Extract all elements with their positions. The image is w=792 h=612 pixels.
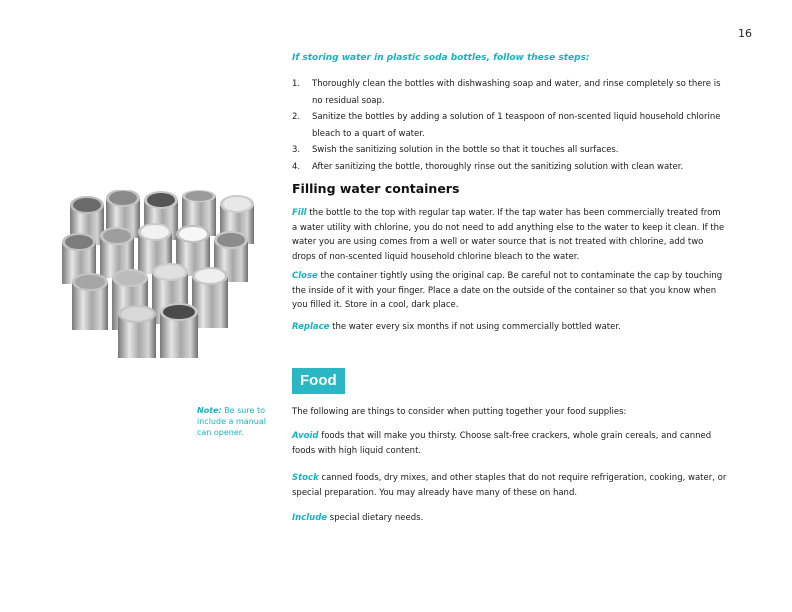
close-paragraph [292,269,728,313]
replace-paragraph [292,320,728,335]
canned-food-image [60,190,275,360]
list-item [292,142,728,159]
filling-section-title: Filling water containers [292,181,460,196]
close-lead: Close [292,271,318,281]
step-text: Swish the sanitizing solution in the bottle so that it touches all surfaces. [312,145,619,155]
step-text: Thoroughly clean the bottles with dishwashing soap and water, and rinse completely so there is no residual soap. [312,79,721,106]
stock-paragraph [292,471,728,500]
stock-text: canned foods, dry mixes, and other staples that do not require refrigeration, cooking, water, or special preparation. You may already have many of these on hand. [292,473,727,498]
list-item [292,76,728,109]
food-section-title: Food [292,368,345,394]
note-sidebar [197,405,275,438]
list-item [292,109,728,142]
replace-text: the water every six months if not using commercially bottled water. [329,322,621,332]
food-intro: The following are things to consider when putting together your food supplies: [292,407,627,417]
step-number: 4. [292,161,301,172]
bottle-steps-heading: If storing water in plastic soda bottles, follow these steps: [292,53,590,63]
note-text: Be sure to include a manual can opener. [197,406,266,437]
page-number: 16 [738,27,752,40]
include-lead: Include [292,513,328,523]
step-text: After sanitizing the bottle, thoroughly rinse out the sanitizing solution with clean water. [312,161,684,172]
bottle-steps-list [292,76,728,175]
stock-lead: Stock [292,473,319,483]
include-paragraph [292,511,728,526]
step-number: 3. [292,145,301,155]
step-text: Sanitize the bottles by adding a solution of 1 teaspoon of non-scented liquid household chlorine bleach to a quart of water. [312,112,721,139]
avoid-text: foods that will make you thirsty. Choose salt-free crackers, whole grain cereals, and canned foods with high liquid content. [292,431,712,456]
close-text: the container tightly using the original cap. Be careful not to contaminate the cap by touching the inside of it with your finger. Place a date on the outside of the container so that you know when you filled it. Store in a cool, dark place. [292,271,723,310]
fill-lead: Fill [292,208,307,218]
avoid-paragraph [292,429,728,458]
list-item [292,159,728,176]
replace-lead: Replace [292,322,330,332]
avoid-lead: Avoid [292,431,319,441]
fill-paragraph [292,206,728,264]
include-text: special dietary needs. [327,513,424,523]
fill-text: the bottle to the top with regular tap water. If the tap water has been commercially treated from a water utility with chlorine, you do not need to add anything else to the water to keep it clean. If the water you are using comes from a well or water source that is not treated with chlorine, add two drops of non-scented liquid household chlorine bleach to the water. [292,208,725,262]
step-number: 2. [292,112,301,122]
step-number: 1. [292,79,301,89]
note-label: Note: [197,406,222,415]
